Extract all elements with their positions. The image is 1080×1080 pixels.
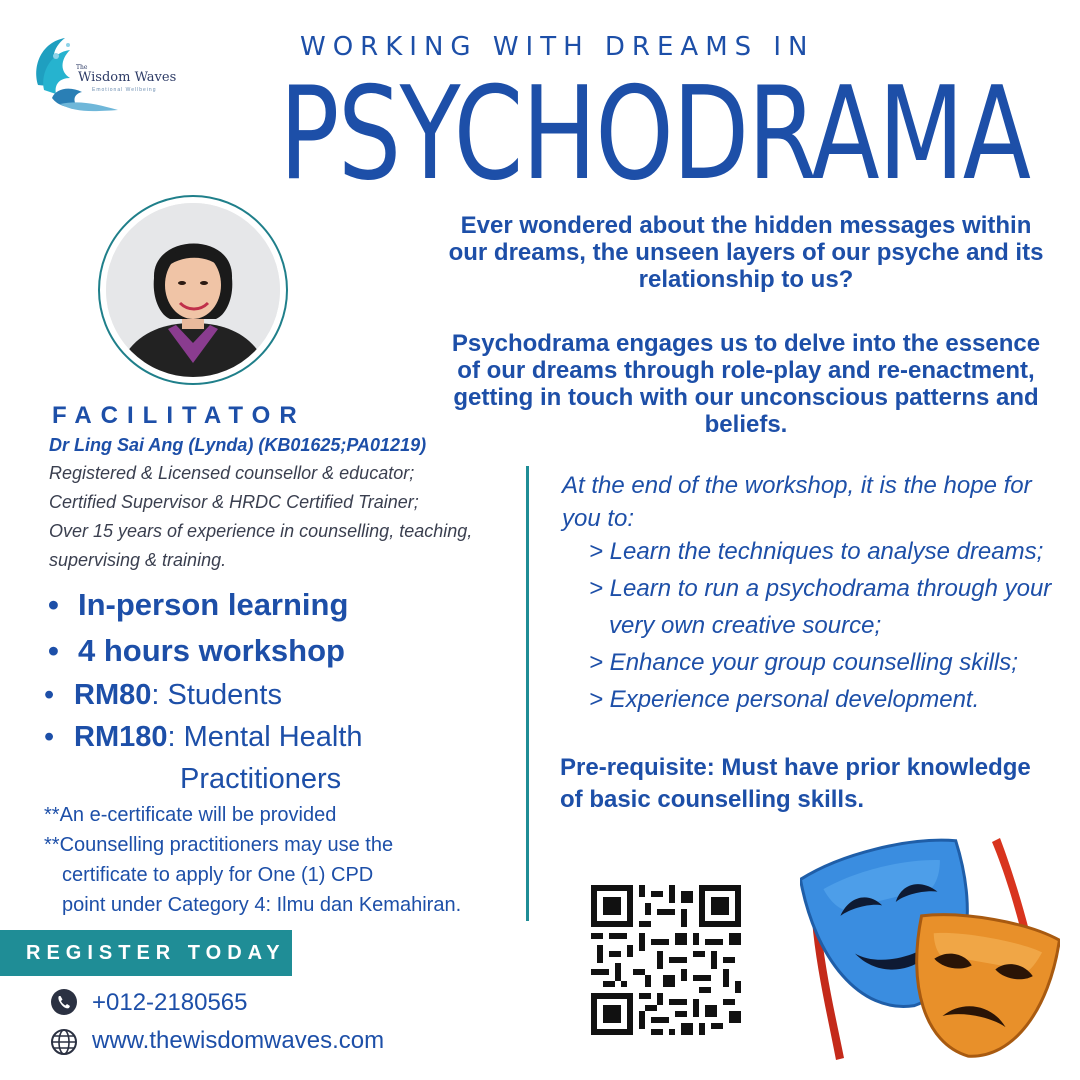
outcome-item: > Enhance your group counselling skills; — [589, 649, 1018, 676]
logo-tagline: Emotional Wellbeing — [92, 87, 157, 93]
prerequisite: Pre-requisite: Must have prior knowledge of basic counselling skills. — [560, 754, 1031, 813]
intro-paragraph-1: Ever wondered about the hidden messages within our dreams, the unseen layers of our psyche and its relationship to us? — [448, 212, 1044, 293]
page-title: PSYCHODRAMA — [279, 60, 1030, 209]
globe-icon — [50, 1028, 78, 1056]
phone-number[interactable]: +012-2180565 — [92, 989, 248, 1016]
facilitator-credential: supervising & training. — [49, 550, 227, 570]
note-cpd: **Counselling practitioners may use the — [44, 834, 394, 856]
bullet-dot-icon: • — [48, 633, 59, 668]
outcomes-intro: you to: — [562, 505, 635, 532]
facilitator-credential: Certified Supervisor & HRDC Certified Trainer; — [49, 492, 419, 512]
price-practitioners-line2: Practitioners — [180, 763, 342, 795]
note-cpd: certificate to apply for One (1) CPD — [62, 864, 374, 886]
outcome-item: > Experience personal development. — [589, 686, 980, 713]
qr-code-icon[interactable] — [591, 885, 741, 1035]
intro-paragraph-2: Psychodrama engages us to delve into the essence of our dreams through role-play and re-enactment, getting in touch with our unconscious patterns and beliefs. — [451, 330, 1041, 438]
outcome-item: > Learn the techniques to analyse dreams; — [589, 538, 1044, 565]
logo-the: The — [76, 64, 88, 71]
price-students: • RM80: Students — [44, 679, 282, 711]
bullet-duration: • 4 hours workshop — [48, 633, 345, 668]
column-divider — [526, 466, 529, 921]
bullet-dot-icon: • — [48, 587, 59, 622]
logo-name: Wisdom Waves — [78, 70, 177, 85]
website-link[interactable]: www.thewisdomwaves.com — [92, 1027, 385, 1054]
outcomes-intro: At the end of the workshop, it is the hope for — [562, 472, 1032, 499]
note-certificate: **An e-certificate will be provided — [44, 804, 337, 826]
bullet-dot-icon: • — [44, 721, 55, 753]
register-today-button[interactable]: REGISTER TODAY — [0, 930, 292, 976]
theatre-masks-icon — [800, 818, 1060, 1068]
price-practitioners: • RM180: Mental Health — [44, 721, 363, 753]
facilitator-credential: Over 15 years of experience in counselling, teaching, — [49, 521, 473, 541]
bullet-dot-icon: • — [44, 679, 55, 711]
note-cpd: point under Category 4: Ilmu dan Kemahiran. — [62, 894, 462, 916]
facilitator-heading: FACILITATOR — [52, 402, 306, 429]
facilitator-credential: Registered & Licensed counsellor & educator; — [49, 463, 415, 483]
phone-icon — [50, 988, 78, 1016]
pre-title: WORKING WITH DREAMS IN — [300, 32, 815, 62]
facilitator-photo — [106, 203, 280, 377]
outcome-item: very own creative source; — [609, 612, 882, 639]
outcome-item: > Learn to run a psychodrama through your — [589, 575, 1052, 602]
facilitator-name: Dr Ling Sai Ang (Lynda) (KB01625;PA01219) — [49, 435, 427, 455]
bullet-in-person: • In-person learning — [48, 587, 349, 622]
